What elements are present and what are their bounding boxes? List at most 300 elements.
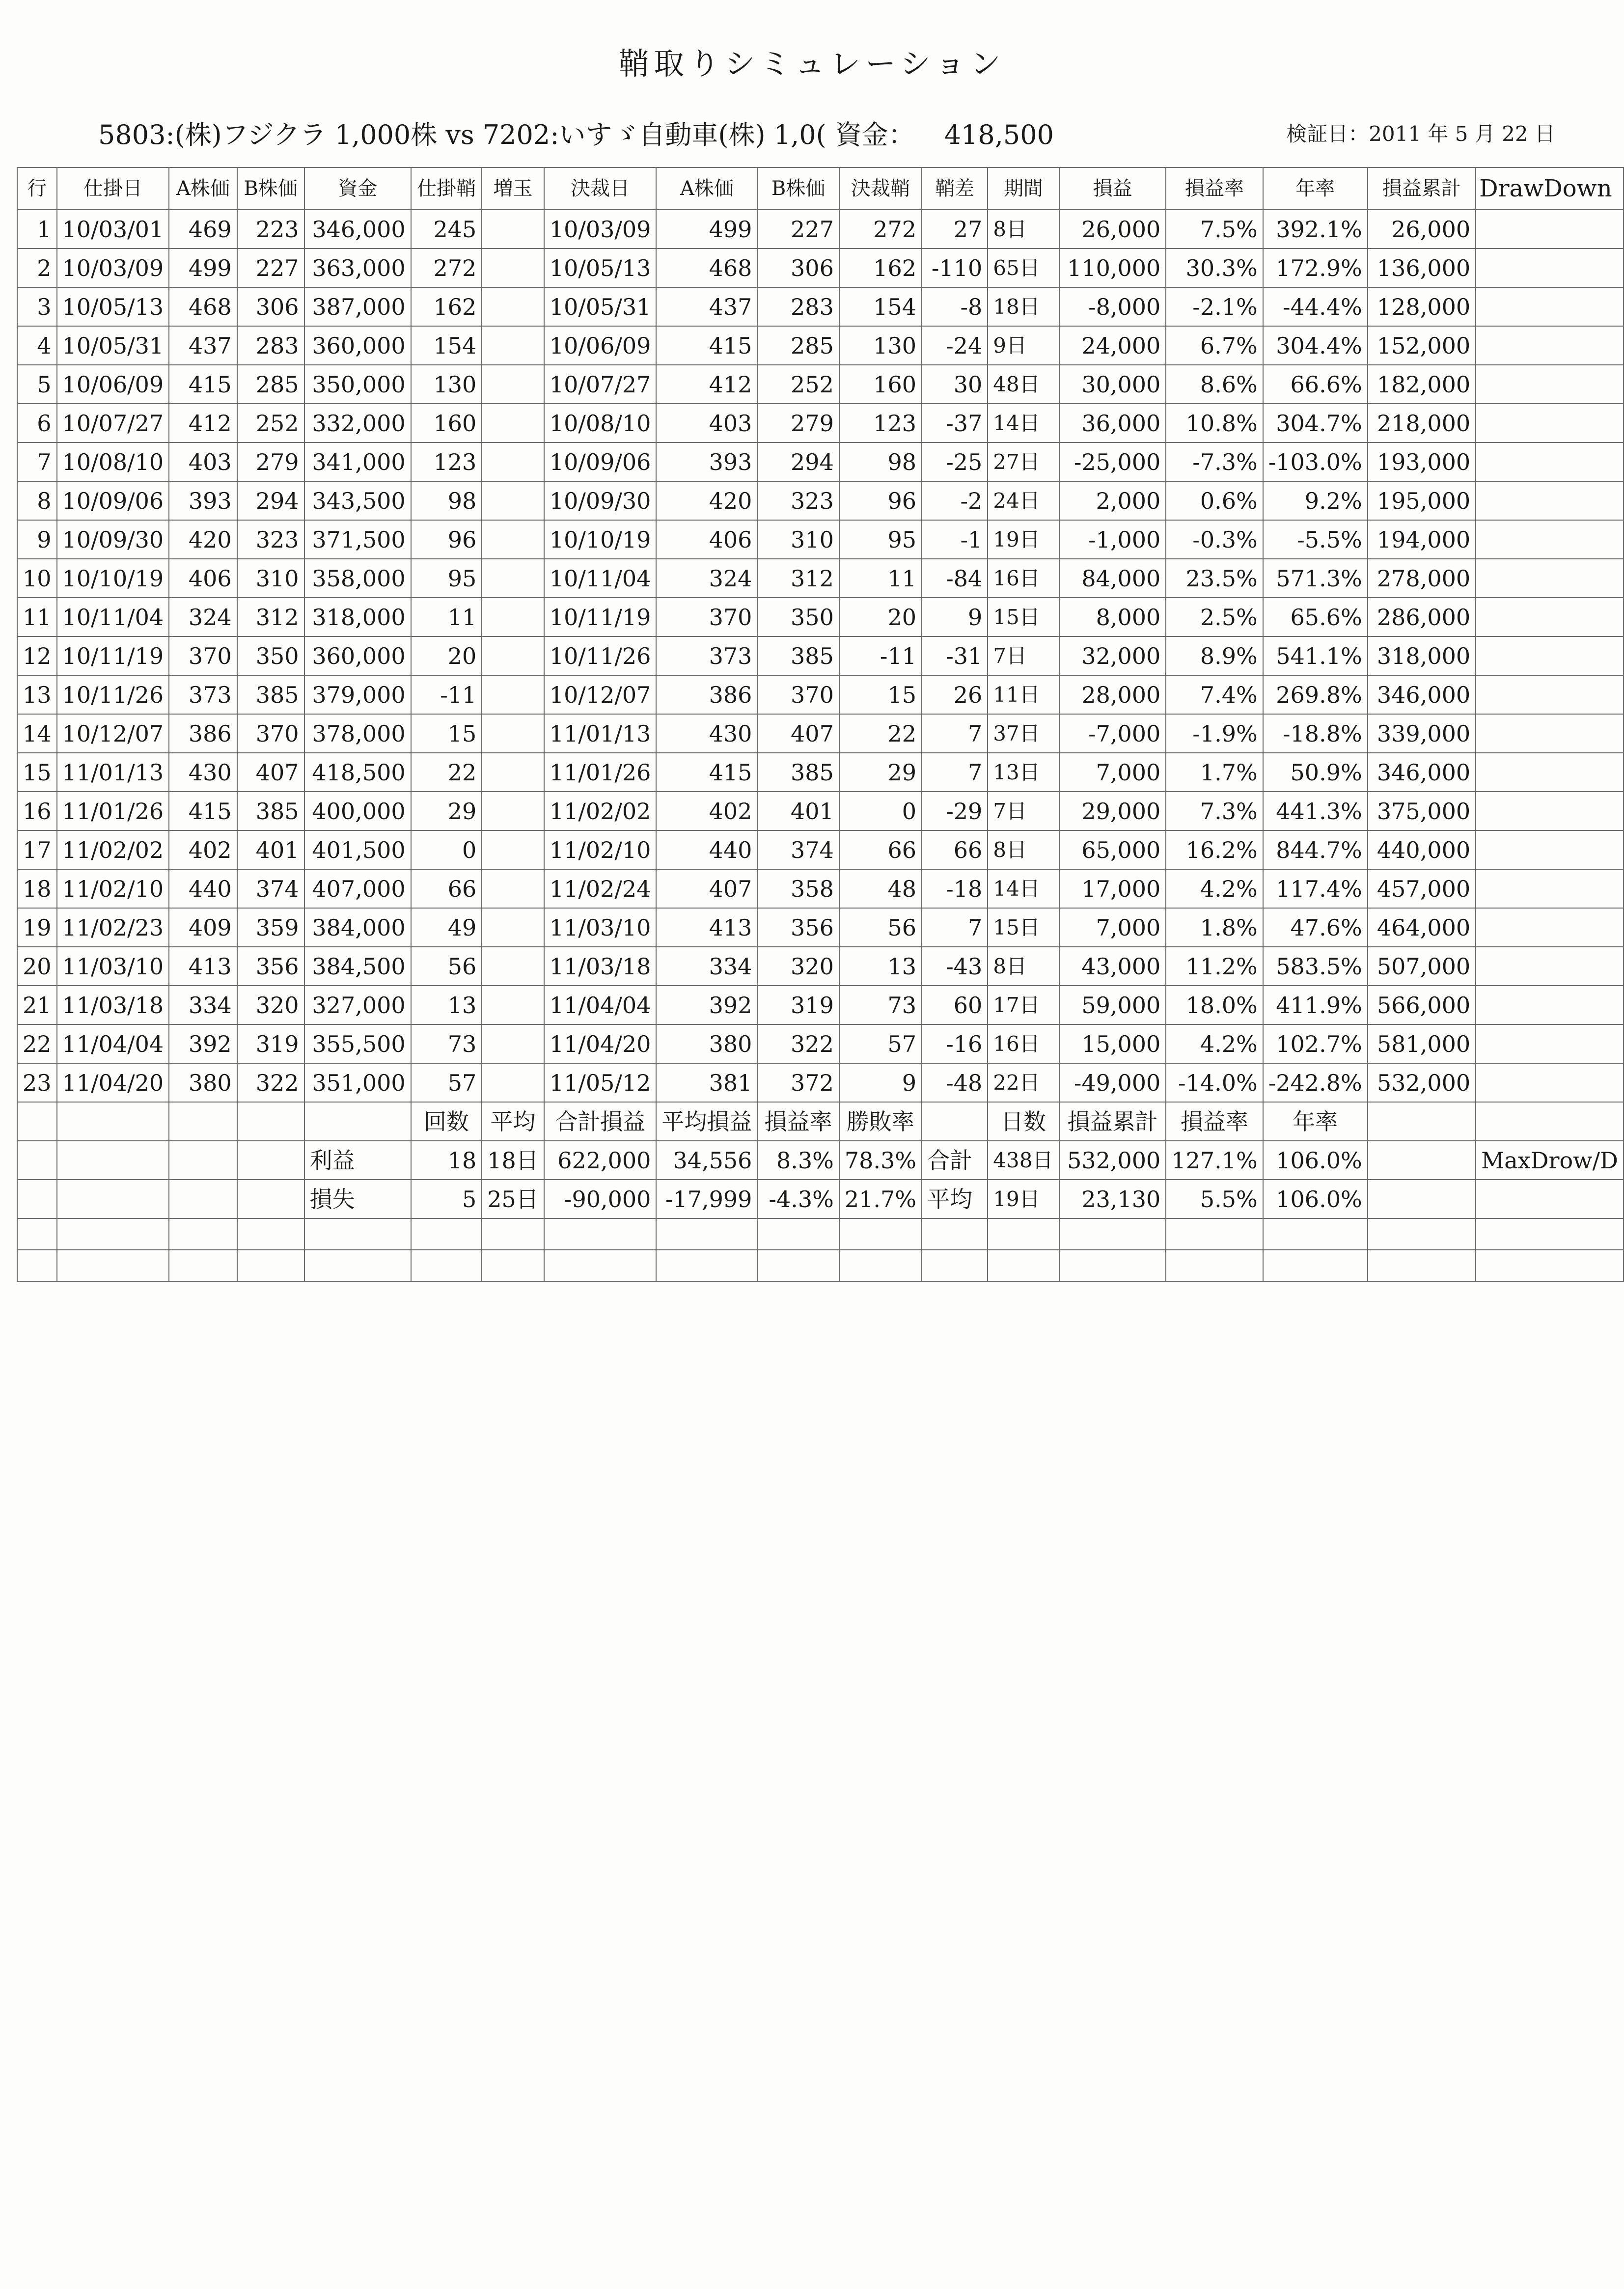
table-cell: 312 <box>757 559 839 598</box>
table-cell: 844.7% <box>1263 830 1368 869</box>
table-cell: 66 <box>839 830 922 869</box>
table-cell: 10/10/19 <box>544 520 657 559</box>
table-cell: 350 <box>757 598 839 636</box>
empty-cell <box>1166 1218 1263 1250</box>
table-cell <box>1476 326 1624 365</box>
table-cell: 323 <box>757 481 839 520</box>
table-row <box>17 636 1624 675</box>
table-cell <box>482 442 544 481</box>
table-cell: 343,500 <box>304 481 411 520</box>
table-cell: 283 <box>237 326 304 365</box>
table-cell: 6 <box>17 404 57 442</box>
table-cell: -7.3% <box>1166 442 1263 481</box>
table-cell: 102.7% <box>1263 1024 1368 1063</box>
column-header: A株価 <box>169 167 237 210</box>
empty-cell <box>1368 1102 1476 1141</box>
summary-cell: 34,556 <box>656 1141 757 1180</box>
table-cell: 227 <box>237 248 304 287</box>
table-cell: 7 <box>922 753 988 792</box>
table-cell: 440 <box>169 869 237 908</box>
table-cell: 387,000 <box>304 287 411 326</box>
table-cell: 95 <box>411 559 482 598</box>
table-cell <box>482 520 544 559</box>
verification-date: 検証日：2011 年 5 月 22 日 <box>1286 122 1555 146</box>
table-cell: 363,000 <box>304 248 411 287</box>
empty-cell <box>57 1102 169 1141</box>
table-cell: 194,000 <box>1368 520 1476 559</box>
table-cell: 96 <box>839 481 922 520</box>
empty-cell <box>57 1250 169 1281</box>
table-cell <box>482 481 544 520</box>
table-cell: 14 <box>17 714 57 753</box>
table-cell: 401,500 <box>304 830 411 869</box>
table-cell: 360,000 <box>304 326 411 365</box>
table-cell: 4.2% <box>1166 869 1263 908</box>
table-cell: 29 <box>839 753 922 792</box>
table-cell: 415 <box>169 792 237 830</box>
table-cell: 2 <box>17 248 57 287</box>
summary-cell: 8.3% <box>757 1141 839 1180</box>
table-cell: 583.5% <box>1263 947 1368 986</box>
table-cell: -8 <box>922 287 988 326</box>
summary-header: 平均 <box>482 1102 544 1141</box>
table-cell: 7.3% <box>1166 792 1263 830</box>
table-cell: 23.5% <box>1166 559 1263 598</box>
table-cell: 374 <box>757 830 839 869</box>
table-cell: 1 <box>17 210 57 248</box>
table-cell: 374 <box>237 869 304 908</box>
table-cell: 381 <box>656 1063 757 1102</box>
summary-label: 利益 <box>304 1141 411 1180</box>
summary-header: 平均損益 <box>656 1102 757 1141</box>
summary-cell: 平均 <box>922 1180 988 1218</box>
table-cell: 341,000 <box>304 442 411 481</box>
table-cell: -31 <box>922 636 988 675</box>
table-cell <box>1476 986 1624 1024</box>
table-cell: 245 <box>411 210 482 248</box>
loss-summary-row <box>17 1180 1624 1218</box>
table-cell: 50.9% <box>1263 753 1368 792</box>
table-cell: 11/01/13 <box>57 753 169 792</box>
table-cell: 22 <box>839 714 922 753</box>
table-cell: 10/05/31 <box>544 287 657 326</box>
table-cell: 7,000 <box>1059 908 1166 947</box>
table-cell <box>482 753 544 792</box>
empty-cell <box>17 1102 57 1141</box>
table-cell <box>1476 675 1624 714</box>
empty-cell <box>1368 1250 1476 1281</box>
table-cell: 57 <box>839 1024 922 1063</box>
table-cell: 13 <box>839 947 922 986</box>
table-cell <box>1476 248 1624 287</box>
table-cell: 379,000 <box>304 675 411 714</box>
table-cell: 30,000 <box>1059 365 1166 404</box>
table-cell <box>482 1024 544 1063</box>
table-cell: 386 <box>169 714 237 753</box>
table-cell: 411.9% <box>1263 986 1368 1024</box>
table-cell: 278,000 <box>1368 559 1476 598</box>
table-cell: 30.3% <box>1166 248 1263 287</box>
table-cell: 310 <box>757 520 839 559</box>
table-cell <box>1476 792 1624 830</box>
table-cell: 18日 <box>988 287 1059 326</box>
table-cell: 507,000 <box>1368 947 1476 986</box>
table-cell: 370 <box>169 636 237 675</box>
table-cell: 406 <box>656 520 757 559</box>
table-row <box>17 248 1624 287</box>
table-cell: 401 <box>237 830 304 869</box>
table-cell: 5 <box>17 365 57 404</box>
table-cell: 19 <box>17 908 57 947</box>
empty-cell <box>304 1218 411 1250</box>
table-cell: 2,000 <box>1059 481 1166 520</box>
empty-cell <box>1476 1180 1624 1218</box>
table-cell: 11/03/18 <box>57 986 169 1024</box>
table-row <box>17 481 1624 520</box>
table-cell: 10/03/01 <box>57 210 169 248</box>
table-cell: -0.3% <box>1166 520 1263 559</box>
table-row <box>17 908 1624 947</box>
table-cell: 16 <box>17 792 57 830</box>
table-cell: 7,000 <box>1059 753 1166 792</box>
empty-cell <box>1166 1250 1263 1281</box>
table-cell: 152,000 <box>1368 326 1476 365</box>
table-cell: 84,000 <box>1059 559 1166 598</box>
table-cell: 346,000 <box>304 210 411 248</box>
table-row <box>17 830 1624 869</box>
summary-cell: 106.0% <box>1263 1141 1368 1180</box>
table-cell: 128,000 <box>1368 287 1476 326</box>
table-cell: 370 <box>656 598 757 636</box>
table-cell: 6.7% <box>1166 326 1263 365</box>
table-cell: -7,000 <box>1059 714 1166 753</box>
table-cell: 468 <box>169 287 237 326</box>
table-cell: 0 <box>839 792 922 830</box>
table-cell: 324 <box>169 598 237 636</box>
empty-cell <box>757 1250 839 1281</box>
table-cell <box>482 248 544 287</box>
table-cell: 66 <box>922 830 988 869</box>
table-cell: 123 <box>411 442 482 481</box>
empty-cell <box>237 1141 304 1180</box>
table-cell <box>482 675 544 714</box>
empty-cell <box>17 1218 57 1250</box>
table-cell: 358,000 <box>304 559 411 598</box>
table-cell: 15日 <box>988 908 1059 947</box>
table-cell: 16日 <box>988 1024 1059 1063</box>
empty-cell <box>169 1102 237 1141</box>
table-cell: 385 <box>237 675 304 714</box>
table-cell: 272 <box>411 248 482 287</box>
table-cell: -110 <box>922 248 988 287</box>
table-cell: 162 <box>411 287 482 326</box>
table-cell: 10/11/26 <box>544 636 657 675</box>
table-cell: 10/07/27 <box>57 404 169 442</box>
table-cell: 10/11/26 <box>57 675 169 714</box>
table-cell: -44.4% <box>1263 287 1368 326</box>
table-cell: 15 <box>17 753 57 792</box>
empty-cell <box>839 1218 922 1250</box>
column-header: DrawDown <box>1476 167 1624 210</box>
table-cell: 22 <box>17 1024 57 1063</box>
table-cell: 356 <box>237 947 304 986</box>
table-cell: 12 <box>17 636 57 675</box>
table-cell: 56 <box>411 947 482 986</box>
column-header: 損益率 <box>1166 167 1263 210</box>
table-cell: 65日 <box>988 248 1059 287</box>
table-cell <box>482 326 544 365</box>
table-cell: 195,000 <box>1368 481 1476 520</box>
table-cell: 154 <box>411 326 482 365</box>
table-cell: 294 <box>757 442 839 481</box>
table-cell: 13日 <box>988 753 1059 792</box>
table-cell: 386 <box>656 675 757 714</box>
summary-header: 日数 <box>988 1102 1059 1141</box>
summary-header <box>922 1102 988 1141</box>
table-cell: 407 <box>757 714 839 753</box>
empty-cell <box>17 1180 57 1218</box>
table-cell: 437 <box>656 287 757 326</box>
table-cell: 499 <box>656 210 757 248</box>
empty-cell <box>411 1218 482 1250</box>
table-row <box>17 442 1624 481</box>
table-cell: 11/04/04 <box>544 986 657 1024</box>
column-header: 行 <box>17 167 57 210</box>
table-cell: 11/02/02 <box>57 830 169 869</box>
table-cell: 285 <box>757 326 839 365</box>
summary-cell: 19日 <box>988 1180 1059 1218</box>
table-cell: 14日 <box>988 869 1059 908</box>
empty-cell <box>237 1180 304 1218</box>
table-cell: 350 <box>237 636 304 675</box>
table-cell: 57 <box>411 1063 482 1102</box>
summary-header: 損益率 <box>757 1102 839 1141</box>
table-cell: 469 <box>169 210 237 248</box>
table-cell: 440 <box>656 830 757 869</box>
table-cell: 4 <box>17 326 57 365</box>
table-cell: 375,000 <box>1368 792 1476 830</box>
table-cell: 11 <box>17 598 57 636</box>
table-cell: -103.0% <box>1263 442 1368 481</box>
table-cell: 0.6% <box>1166 481 1263 520</box>
empty-cell <box>237 1102 304 1141</box>
summary-cell: -17,999 <box>656 1180 757 1218</box>
table-cell: 21 <box>17 986 57 1024</box>
table-row <box>17 869 1624 908</box>
table-cell: 9 <box>17 520 57 559</box>
profit-summary-row <box>17 1141 1624 1180</box>
empty-cell <box>1368 1180 1476 1218</box>
table-cell: 10/03/09 <box>544 210 657 248</box>
table-cell: 468 <box>656 248 757 287</box>
table-cell: 7日 <box>988 792 1059 830</box>
table-cell: 8,000 <box>1059 598 1166 636</box>
table-cell: 1.8% <box>1166 908 1263 947</box>
table-cell: 420 <box>169 520 237 559</box>
table-cell: 11/02/10 <box>57 869 169 908</box>
table-cell: -84 <box>922 559 988 598</box>
table-cell: 532,000 <box>1368 1063 1476 1102</box>
table-cell: 11/02/24 <box>544 869 657 908</box>
table-cell: 402 <box>169 830 237 869</box>
table-cell: 17日 <box>988 986 1059 1024</box>
table-cell: 117.4% <box>1263 869 1368 908</box>
table-cell: 401 <box>757 792 839 830</box>
table-cell: 10/12/07 <box>544 675 657 714</box>
table-cell: 8 <box>17 481 57 520</box>
table-cell <box>482 598 544 636</box>
page-title: 鞘取りシミュレーション <box>618 46 1006 82</box>
table-cell: 402 <box>656 792 757 830</box>
table-cell: 28,000 <box>1059 675 1166 714</box>
table-cell: 13 <box>411 986 482 1024</box>
empty-cell <box>169 1218 237 1250</box>
table-cell: 172.9% <box>1263 248 1368 287</box>
table-cell: 29,000 <box>1059 792 1166 830</box>
summary-cell: 25日 <box>482 1180 544 1218</box>
table-cell <box>1476 481 1624 520</box>
table-cell: 10/06/09 <box>544 326 657 365</box>
table-cell: -24 <box>922 326 988 365</box>
table-cell: 334 <box>656 947 757 986</box>
table-cell: 283 <box>757 287 839 326</box>
capital-label: 資金： <box>835 119 915 150</box>
table-row <box>17 598 1624 636</box>
table-cell: 318,000 <box>304 598 411 636</box>
table-cell: 373 <box>169 675 237 714</box>
empty-cell <box>169 1141 237 1180</box>
table-cell <box>1476 1063 1624 1102</box>
empty-cell <box>1476 1218 1624 1250</box>
table-cell: 272 <box>839 210 922 248</box>
pair-label: 5803:(株)フジクラ 1,000株 vs 7202:いすゞ自動車(株) 1,0( <box>98 119 826 150</box>
table-cell: 36,000 <box>1059 404 1166 442</box>
table-cell: 65,000 <box>1059 830 1166 869</box>
table-cell <box>482 830 544 869</box>
table-cell: 11/04/20 <box>57 1063 169 1102</box>
table-cell: 10/05/13 <box>57 287 169 326</box>
summary-cell: 23,130 <box>1059 1180 1166 1218</box>
column-header: A株価 <box>656 167 757 210</box>
table-row <box>17 326 1624 365</box>
table-cell: 30 <box>922 365 988 404</box>
empty-cell <box>169 1250 237 1281</box>
table-row <box>17 986 1624 1024</box>
empty-cell <box>304 1102 411 1141</box>
table-cell: 11/05/12 <box>544 1063 657 1102</box>
table-cell: 441.3% <box>1263 792 1368 830</box>
table-cell: 218,000 <box>1368 404 1476 442</box>
table-cell: -11 <box>411 675 482 714</box>
table-cell: 2.5% <box>1166 598 1263 636</box>
empty-cell <box>544 1218 657 1250</box>
table-cell: 420 <box>656 481 757 520</box>
table-cell: 334 <box>169 986 237 1024</box>
table-cell: 23 <box>17 1063 57 1102</box>
table-cell: 24,000 <box>1059 326 1166 365</box>
table-cell: 16日 <box>988 559 1059 598</box>
table-cell <box>482 636 544 675</box>
empty-cell <box>1059 1250 1166 1281</box>
table-cell: 430 <box>656 714 757 753</box>
table-cell: 403 <box>169 442 237 481</box>
summary-cell: 5.5% <box>1166 1180 1263 1218</box>
table-cell: 392 <box>656 986 757 1024</box>
table-cell <box>482 287 544 326</box>
table-cell: 8日 <box>988 210 1059 248</box>
table-cell: 10/09/06 <box>544 442 657 481</box>
summary-header: 勝敗率 <box>839 1102 922 1141</box>
table-cell: 10/11/19 <box>57 636 169 675</box>
table-cell: 18 <box>17 869 57 908</box>
table-cell: 11 <box>411 598 482 636</box>
table-cell: 286,000 <box>1368 598 1476 636</box>
table-row <box>17 404 1624 442</box>
empty-cell <box>988 1218 1059 1250</box>
table-cell: -2.1% <box>1166 287 1263 326</box>
summary-cell: 合計 <box>922 1141 988 1180</box>
table-cell: 98 <box>839 442 922 481</box>
table-cell: 10/11/19 <box>544 598 657 636</box>
table-cell: 37日 <box>988 714 1059 753</box>
table-cell: 306 <box>757 248 839 287</box>
table-cell: 3 <box>17 287 57 326</box>
table-cell: 20 <box>17 947 57 986</box>
blank-row <box>17 1250 1624 1281</box>
table-cell: 384,500 <box>304 947 411 986</box>
table-cell: 73 <box>839 986 922 1024</box>
table-cell: 571.3% <box>1263 559 1368 598</box>
table-cell: 136,000 <box>1368 248 1476 287</box>
column-header: 損益累計 <box>1368 167 1476 210</box>
empty-cell <box>482 1218 544 1250</box>
table-cell: 339,000 <box>1368 714 1476 753</box>
table-cell: 15日 <box>988 598 1059 636</box>
table-cell: 43,000 <box>1059 947 1166 986</box>
empty-cell <box>922 1218 988 1250</box>
table-cell: 24日 <box>988 481 1059 520</box>
table-cell <box>482 559 544 598</box>
table-cell: 322 <box>757 1024 839 1063</box>
table-cell: 11/04/20 <box>544 1024 657 1063</box>
summary-cell: 18 <box>411 1141 482 1180</box>
column-header: 仕掛日 <box>57 167 169 210</box>
table-cell: 304.4% <box>1263 326 1368 365</box>
summary-header: 年率 <box>1263 1102 1368 1141</box>
summary-label: 損失 <box>304 1180 411 1218</box>
table-cell <box>482 714 544 753</box>
table-cell: -242.8% <box>1263 1063 1368 1102</box>
table-cell: 8日 <box>988 830 1059 869</box>
summary-cell: 21.7% <box>839 1180 922 1218</box>
table-cell: 47.6% <box>1263 908 1368 947</box>
table-cell: 49 <box>411 908 482 947</box>
table-cell: 11/03/10 <box>57 947 169 986</box>
empty-cell <box>1263 1250 1368 1281</box>
summary-cell: -4.3% <box>757 1180 839 1218</box>
table-cell: 464,000 <box>1368 908 1476 947</box>
table-cell: 56 <box>839 908 922 947</box>
table-cell: 378,000 <box>304 714 411 753</box>
table-cell: 18.0% <box>1166 986 1263 1024</box>
empty-cell <box>757 1218 839 1250</box>
table-cell: 7 <box>922 714 988 753</box>
table-cell: 318,000 <box>1368 636 1476 675</box>
table-cell: 9.2% <box>1263 481 1368 520</box>
table-cell <box>1476 404 1624 442</box>
table-cell: 10/11/04 <box>544 559 657 598</box>
table-cell: 1.7% <box>1166 753 1263 792</box>
